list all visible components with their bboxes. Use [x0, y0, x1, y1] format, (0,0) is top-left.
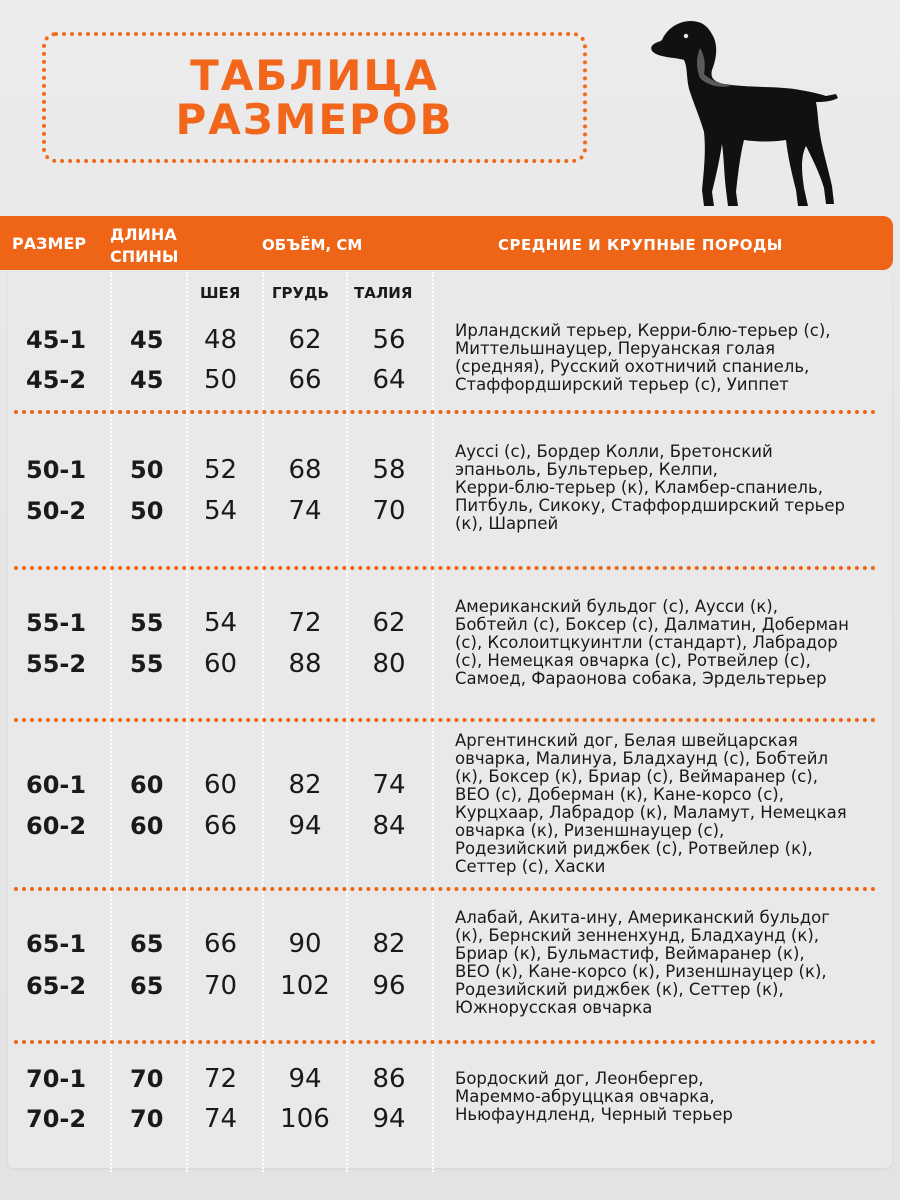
header-breeds: СРЕДНИЕ И КРУПНЫЕ ПОРОДЫ: [498, 236, 783, 254]
table-cell-back: 65: [130, 930, 164, 958]
breed-line: Алабай, Акита-ину, Американский бульдог: [455, 908, 830, 927]
breed-line: Ауссі (с), Бордер Колли, Бретонский: [455, 442, 773, 461]
breed-list: [455, 909, 885, 1017]
table-cell-neck: 60: [204, 649, 238, 679]
table-cell-size: 55-1: [26, 609, 87, 637]
table-cell-waist: 74: [372, 770, 406, 800]
table-cell-size: 55-2: [26, 650, 87, 678]
breed-line: овчарка (к), Ризеншнауцер (с),: [455, 821, 725, 840]
row-separator: [14, 1040, 876, 1044]
breed-list: [455, 598, 885, 688]
breed-line: (к), Боксер (к), Бриар (с), Веймаранер (с),: [455, 767, 818, 786]
table-cell-back: 55: [130, 650, 164, 678]
dog-silhouette-icon: [640, 8, 840, 213]
row-separator: [14, 887, 876, 891]
breed-line: Бордоский дог, Леонбергер,: [455, 1069, 704, 1088]
table-cell-chest: 66: [288, 365, 322, 395]
breed-line: Сеттер (с), Хаски: [455, 857, 606, 876]
table-cell-chest: 68: [288, 455, 322, 485]
breed-line: Стаффордширский терьер (с), Уиппет: [455, 375, 789, 394]
table-cell-back: 70: [130, 1065, 164, 1093]
breed-line: (с), Немецкая овчарка (с), Ротвейлер (с),: [455, 651, 811, 670]
table-cell-chest: 74: [288, 496, 322, 526]
table-cell-neck: 52: [204, 455, 238, 485]
table-cell-back: 65: [130, 972, 164, 1000]
table-cell-neck: 54: [204, 496, 238, 526]
breed-line: овчарка, Малинуа, Бладхаунд (с), Бобтейл: [455, 749, 829, 768]
breed-list: [455, 732, 885, 876]
breed-line: Керри-блю-терьер (к), Кламбер-спаниель,: [455, 478, 823, 497]
breed-list: [455, 322, 885, 394]
table-cell-chest: 102: [280, 971, 330, 1001]
table-cell-size: 65-1: [26, 930, 87, 958]
table-cell-back: 55: [130, 609, 164, 637]
breed-line: Аргентинский дог, Белая швейцарская: [455, 731, 798, 750]
table-cell-waist: 84: [372, 811, 406, 841]
table-cell-chest: 106: [280, 1104, 330, 1134]
table-cell-size: 65-2: [26, 972, 87, 1000]
table-cell-back: 50: [130, 456, 164, 484]
table-cell-neck: 74: [204, 1104, 238, 1134]
table-cell-neck: 60: [204, 770, 238, 800]
table-cell-back: 45: [130, 326, 164, 354]
header-volume: ОБЪЁМ, СМ: [262, 236, 363, 254]
header-back-line-2: СПИНЫ: [110, 247, 179, 266]
breed-line: Родезийский риджбек (к), Сеттер (к),: [455, 980, 784, 999]
breed-line: (к), Шарпей: [455, 514, 559, 533]
table-cell-chest: 62: [288, 325, 322, 355]
column-divider: [346, 272, 348, 1172]
title-line-1: ТАБЛИЦА: [190, 51, 439, 100]
breed-line: Курцхаар, Лабрадор (к), Маламут, Немецкая: [455, 803, 847, 822]
table-cell-back: 50: [130, 497, 164, 525]
table-cell-neck: 72: [204, 1064, 238, 1094]
breed-line: Американский бульдог (с), Аусси (к),: [455, 597, 778, 616]
breed-line: Ирландский терьер, Керри-блю-терьер (с),: [455, 321, 831, 340]
table-cell-size: 70-1: [26, 1065, 87, 1093]
table-cell-size: 70-2: [26, 1105, 87, 1133]
breed-line: (к), Бернский зенненхунд, Бладхаунд (к),: [455, 926, 819, 945]
page-title: [46, 51, 583, 144]
subheader-neck: ШЕЯ: [200, 284, 241, 302]
breed-list: [455, 1070, 885, 1124]
row-separator: [14, 566, 876, 570]
header-back-length: [110, 224, 179, 268]
table-cell-size: 60-1: [26, 771, 87, 799]
breed-line: эпаньоль, Бультерьер, Келпи,: [455, 460, 718, 479]
breed-line: Миттельшнауцер, Перуанская голая: [455, 339, 776, 358]
breed-list: [455, 443, 885, 533]
row-separator: [14, 718, 876, 722]
column-divider: [186, 272, 188, 1172]
breed-line: Бобтейл (с), Боксер (с), Далматин, Доберман: [455, 615, 849, 634]
table-cell-size: 50-2: [26, 497, 87, 525]
row-separator: [14, 410, 876, 414]
table-cell-waist: 62: [372, 608, 406, 638]
breed-line: Ньюфаундленд, Черный терьер: [455, 1105, 733, 1124]
table-cell-size: 60-2: [26, 812, 87, 840]
table-cell-waist: 86: [372, 1064, 406, 1094]
breed-line: Мареммо-абруццкая овчарка,: [455, 1087, 715, 1106]
table-cell-chest: 90: [288, 929, 322, 959]
table-cell-waist: 56: [372, 325, 406, 355]
table-cell-chest: 72: [288, 608, 322, 638]
title-frame: [42, 32, 587, 163]
table-cell-waist: 96: [372, 971, 406, 1001]
breed-line: ВЕО (к), Кане-корсо (к), Ризеншнауцер (к),: [455, 962, 827, 981]
breed-line: Южнорусская овчарка: [455, 998, 653, 1017]
table-cell-waist: 70: [372, 496, 406, 526]
table-cell-size: 50-1: [26, 456, 87, 484]
breed-line: Питбуль, Сикоку, Стаффордширский терьер: [455, 496, 846, 515]
table-cell-chest: 94: [288, 1064, 322, 1094]
table-cell-neck: 70: [204, 971, 238, 1001]
title-line-2: РАЗМЕРОВ: [175, 95, 454, 144]
table-cell-neck: 54: [204, 608, 238, 638]
column-divider: [432, 272, 434, 1172]
breed-line: Бриар (к), Бульмастиф, Веймаранер (к),: [455, 944, 805, 963]
table-cell-neck: 66: [204, 811, 238, 841]
table-cell-chest: 82: [288, 770, 322, 800]
column-divider: [110, 272, 112, 1172]
table-cell-chest: 88: [288, 649, 322, 679]
column-divider: [262, 272, 264, 1172]
table-cell-waist: 58: [372, 455, 406, 485]
table-cell-back: 60: [130, 812, 164, 840]
breed-line: Самоед, Фараонова собака, Эрдельтерьер: [455, 669, 827, 688]
table-cell-waist: 94: [372, 1104, 406, 1134]
table-cell-chest: 94: [288, 811, 322, 841]
breed-line: (средняя), Русский охотничий спаниель,: [455, 357, 810, 376]
table-cell-waist: 80: [372, 649, 406, 679]
table-cell-neck: 48: [204, 325, 238, 355]
breed-line: ВЕО (с), Доберман (к), Кане-корсо (с),: [455, 785, 784, 804]
header-size: РАЗМЕР: [12, 234, 87, 253]
table-cell-waist: 82: [372, 929, 406, 959]
table-cell-back: 45: [130, 366, 164, 394]
breed-line: (с), Ксолоитцкуинтли (стандарт), Лабрадор: [455, 633, 838, 652]
subheader-chest: ГРУДЬ: [272, 284, 329, 302]
table-cell-back: 70: [130, 1105, 164, 1133]
header-back-line-1: ДЛИНА: [110, 225, 177, 244]
table-cell-neck: 66: [204, 929, 238, 959]
table-cell-waist: 64: [372, 365, 406, 395]
table-cell-neck: 50: [204, 365, 238, 395]
table-cell-size: 45-2: [26, 366, 87, 394]
table-cell-back: 60: [130, 771, 164, 799]
breed-line: Родезийский риджбек (с), Ротвейлер (к),: [455, 839, 813, 858]
subheader-waist: ТАЛИЯ: [354, 284, 413, 302]
table-cell-size: 45-1: [26, 326, 87, 354]
